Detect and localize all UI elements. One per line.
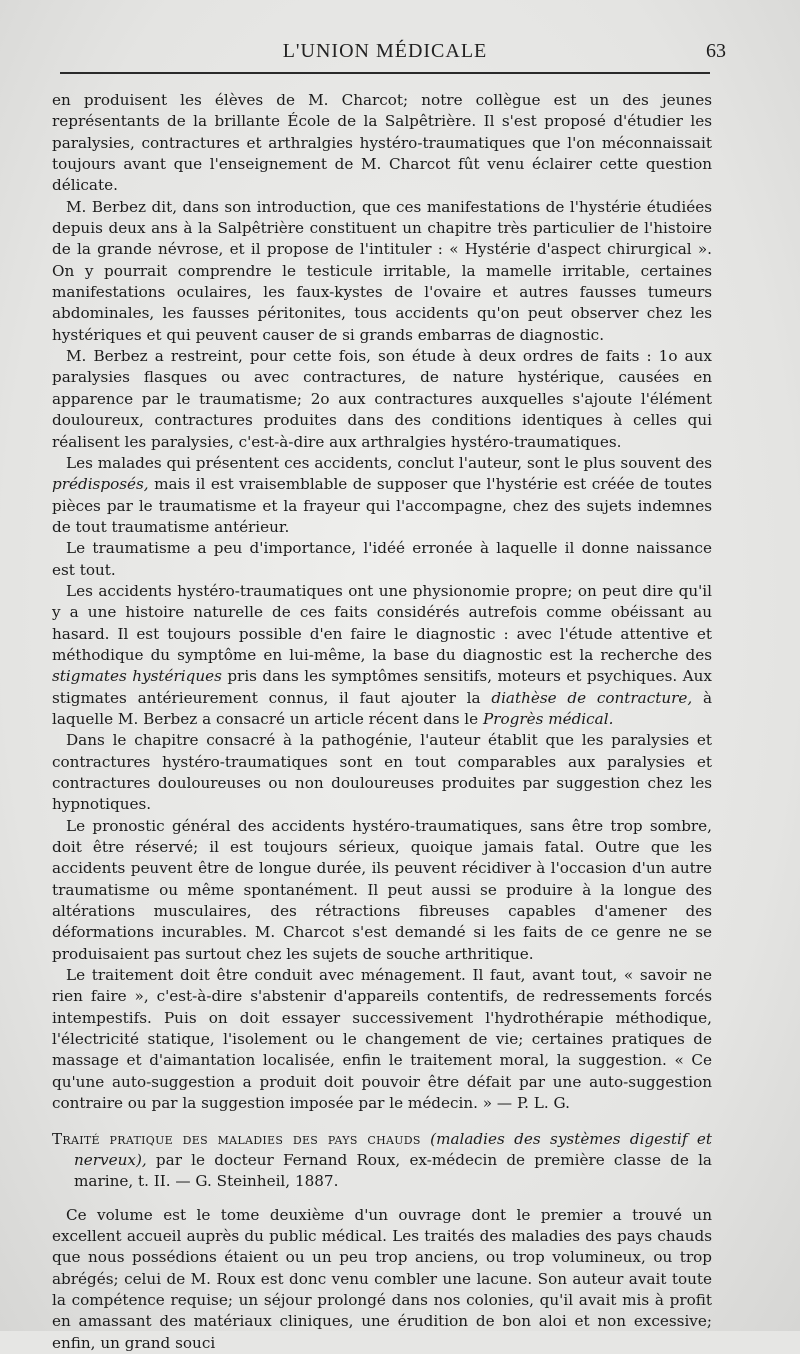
text-run: mais il est vraisemblable de supposer que l'hystérie est créée de toutes pièces par le traumatisme et la frayeur qui l'accompagne, chez des sujets indemnes de tout traumatisme antérieur. [52, 475, 712, 536]
text-run: Les malades qui présentent ces accidents, conclut l'auteur, sont le plus souvent des [66, 453, 712, 472]
review-heading [52, 1129, 712, 1193]
italic-term: Progrès médical. [482, 709, 614, 728]
text-run: pris dans les symptômes sensitifs, moteurs et psychiques. Aux stigmates antérieurement connus, il faut ajouter la [52, 667, 712, 707]
paragraph: Le pronostic général des accidents hystéro-traumatiques, sans être trop sombre, doit être réservé; il est toujours sérieux, quoique jamais fatal. Outre que les accidents peuvent être de longue durée, ils peuvent récidiver à l'occasion d'un autre traumatisme ou même spontanément. Il peut aussi se produire à la longue des altérations musculaires, des rétractions fibreuses capables d'amener des déformations incurables. M. Charcot s'est demandé si les faits de ce genre ne se produisaient pas surtout chez les sujets de souche arthritique. [52, 816, 712, 963]
review-subtitle: (maladies des systèmes digestif et nerveux), [74, 1129, 712, 1169]
page-number: 63 [706, 40, 726, 62]
running-header [52, 40, 726, 70]
paragraph [52, 581, 712, 730]
italic-term: prédisposés, [52, 475, 149, 494]
paragraph: Le traumatisme a peu d'importance, l'idéé erronée à laquelle il donne naissance est tout. [52, 539, 712, 579]
review-details: par le docteur Fernand Roux, ex-médecin de première classe de la marine, t. II. — G. Steinheil, 1887. [74, 1150, 712, 1191]
paragraph: en produisent les élèves de M. Charcot; notre collègue est un des jeunes représentants de la brillante École de la Salpêtrière. Il s'est proposé d'étudier les paralysies, contractures et arthralgies hystéro-traumatiques que l'on méconnaissait toujours avant que l'enseignement de M. Charcot fût venu éclairer cette question délicate. [52, 91, 712, 195]
paragraph: M. Berbez a restreint, pour cette fois, son étude à deux ordres de faits : 1o aux paralysies flasques ou avec contractures, de nature hystérique, causées en apparence par le traumatisme; 2o aux contractures auxquelles s'ajoute l'élément douloureux, contractures produites dans des conditions identiques à celles qui réalisent les paralysies, c'est-à-dire aux arthralgies hystéro-traumatiques. [52, 347, 712, 451]
article-body [52, 90, 712, 1354]
header-rule [60, 72, 710, 74]
review-title: Traité pratique des maladies des pays chauds [52, 1129, 421, 1148]
paragraph: Ce volume est le tome deuxième d'un ouvrage dont le premier a trouvé un excellent accueil auprès du public médical. Les traités des maladies des pays chauds que nous possédions étaient ou un peu trop anciens, ou trop volumineux, ou trop abrégés; celui de M. Roux est donc venu combler une lacune. Son auteur avait toute la compétence requise; un séjour prolongé dans nos colonies, qu'il avait mis à profit en amassant des matériaux cliniques, une érudition de bon aloi et non excessive; enfin, un grand souci [52, 1205, 712, 1352]
italic-term: diathèse de contracture, [491, 688, 693, 707]
running-title: L'UNION MÉDICALE [282, 40, 488, 62]
paragraph: M. Berbez dit, dans son introduction, que ces manifestations de l'hystérie étudiées depuis deux ans à la Salpêtrière constituent un chapitre très particulier de l'histoire de la grande névrose, et il propose de l'intituler : « Hystérie d'aspect chirurgical ». On y pourrait comprendre le testicule irritable, la mamelle irritable, certaines manifestations oculaires, les faux-kystes de l'ovaire et autres fausses tumeurs abdominales, les fausses péritonites, tous accidents qu'on peut observer chez les hystériques et qui peuvent causer de si grands embarras de diagnostic. [52, 197, 712, 344]
text-run: à laquelle M. Berbez a consacré un article récent dans le [52, 688, 713, 728]
paragraph: Le traitement doit être conduit avec ménagement. Il faut, avant tout, « savoir ne rien faire », c'est-à-dire s'abstenir d'appareils contentifs, de redressements forcés intempestifs. Puis on doit essayer successivement l'hydrothérapie méthodique, l'électricité statique, l'isolement ou le changement de vie; certaines pratiques de massage et d'aimantation localisée, enfin le traitement moral, la suggestion. « Ce qu'une auto-suggestion a produit doit pouvoir être défait par une auto-suggestion contraire ou par la suggestion imposée par le médecin. » — P. L. G. [52, 966, 712, 1113]
paragraph [52, 453, 712, 538]
italic-term: stigmates hystériques [52, 667, 222, 686]
paragraph: Dans le chapitre consacré à la pathogénie, l'auteur établit que les paralysies et contractures hystéro-traumatiques sont en tout comparables aux paralysies et contractures douloureuses ou non douloureuses produites par suggestion chez les hypnotiques. [52, 731, 712, 814]
text-run: Les accidents hystéro-traumatiques ont une physionomie propre; on peut dire qu'il y a une histoire naturelle de ces faits considérés autrefois comme obéissant au hasard. Il est toujours possible d'en faire le diagnostic : avec l'étude attentive et méthodique du symptôme en lui-même, la base du diagnostic est la recherche des [52, 581, 712, 664]
